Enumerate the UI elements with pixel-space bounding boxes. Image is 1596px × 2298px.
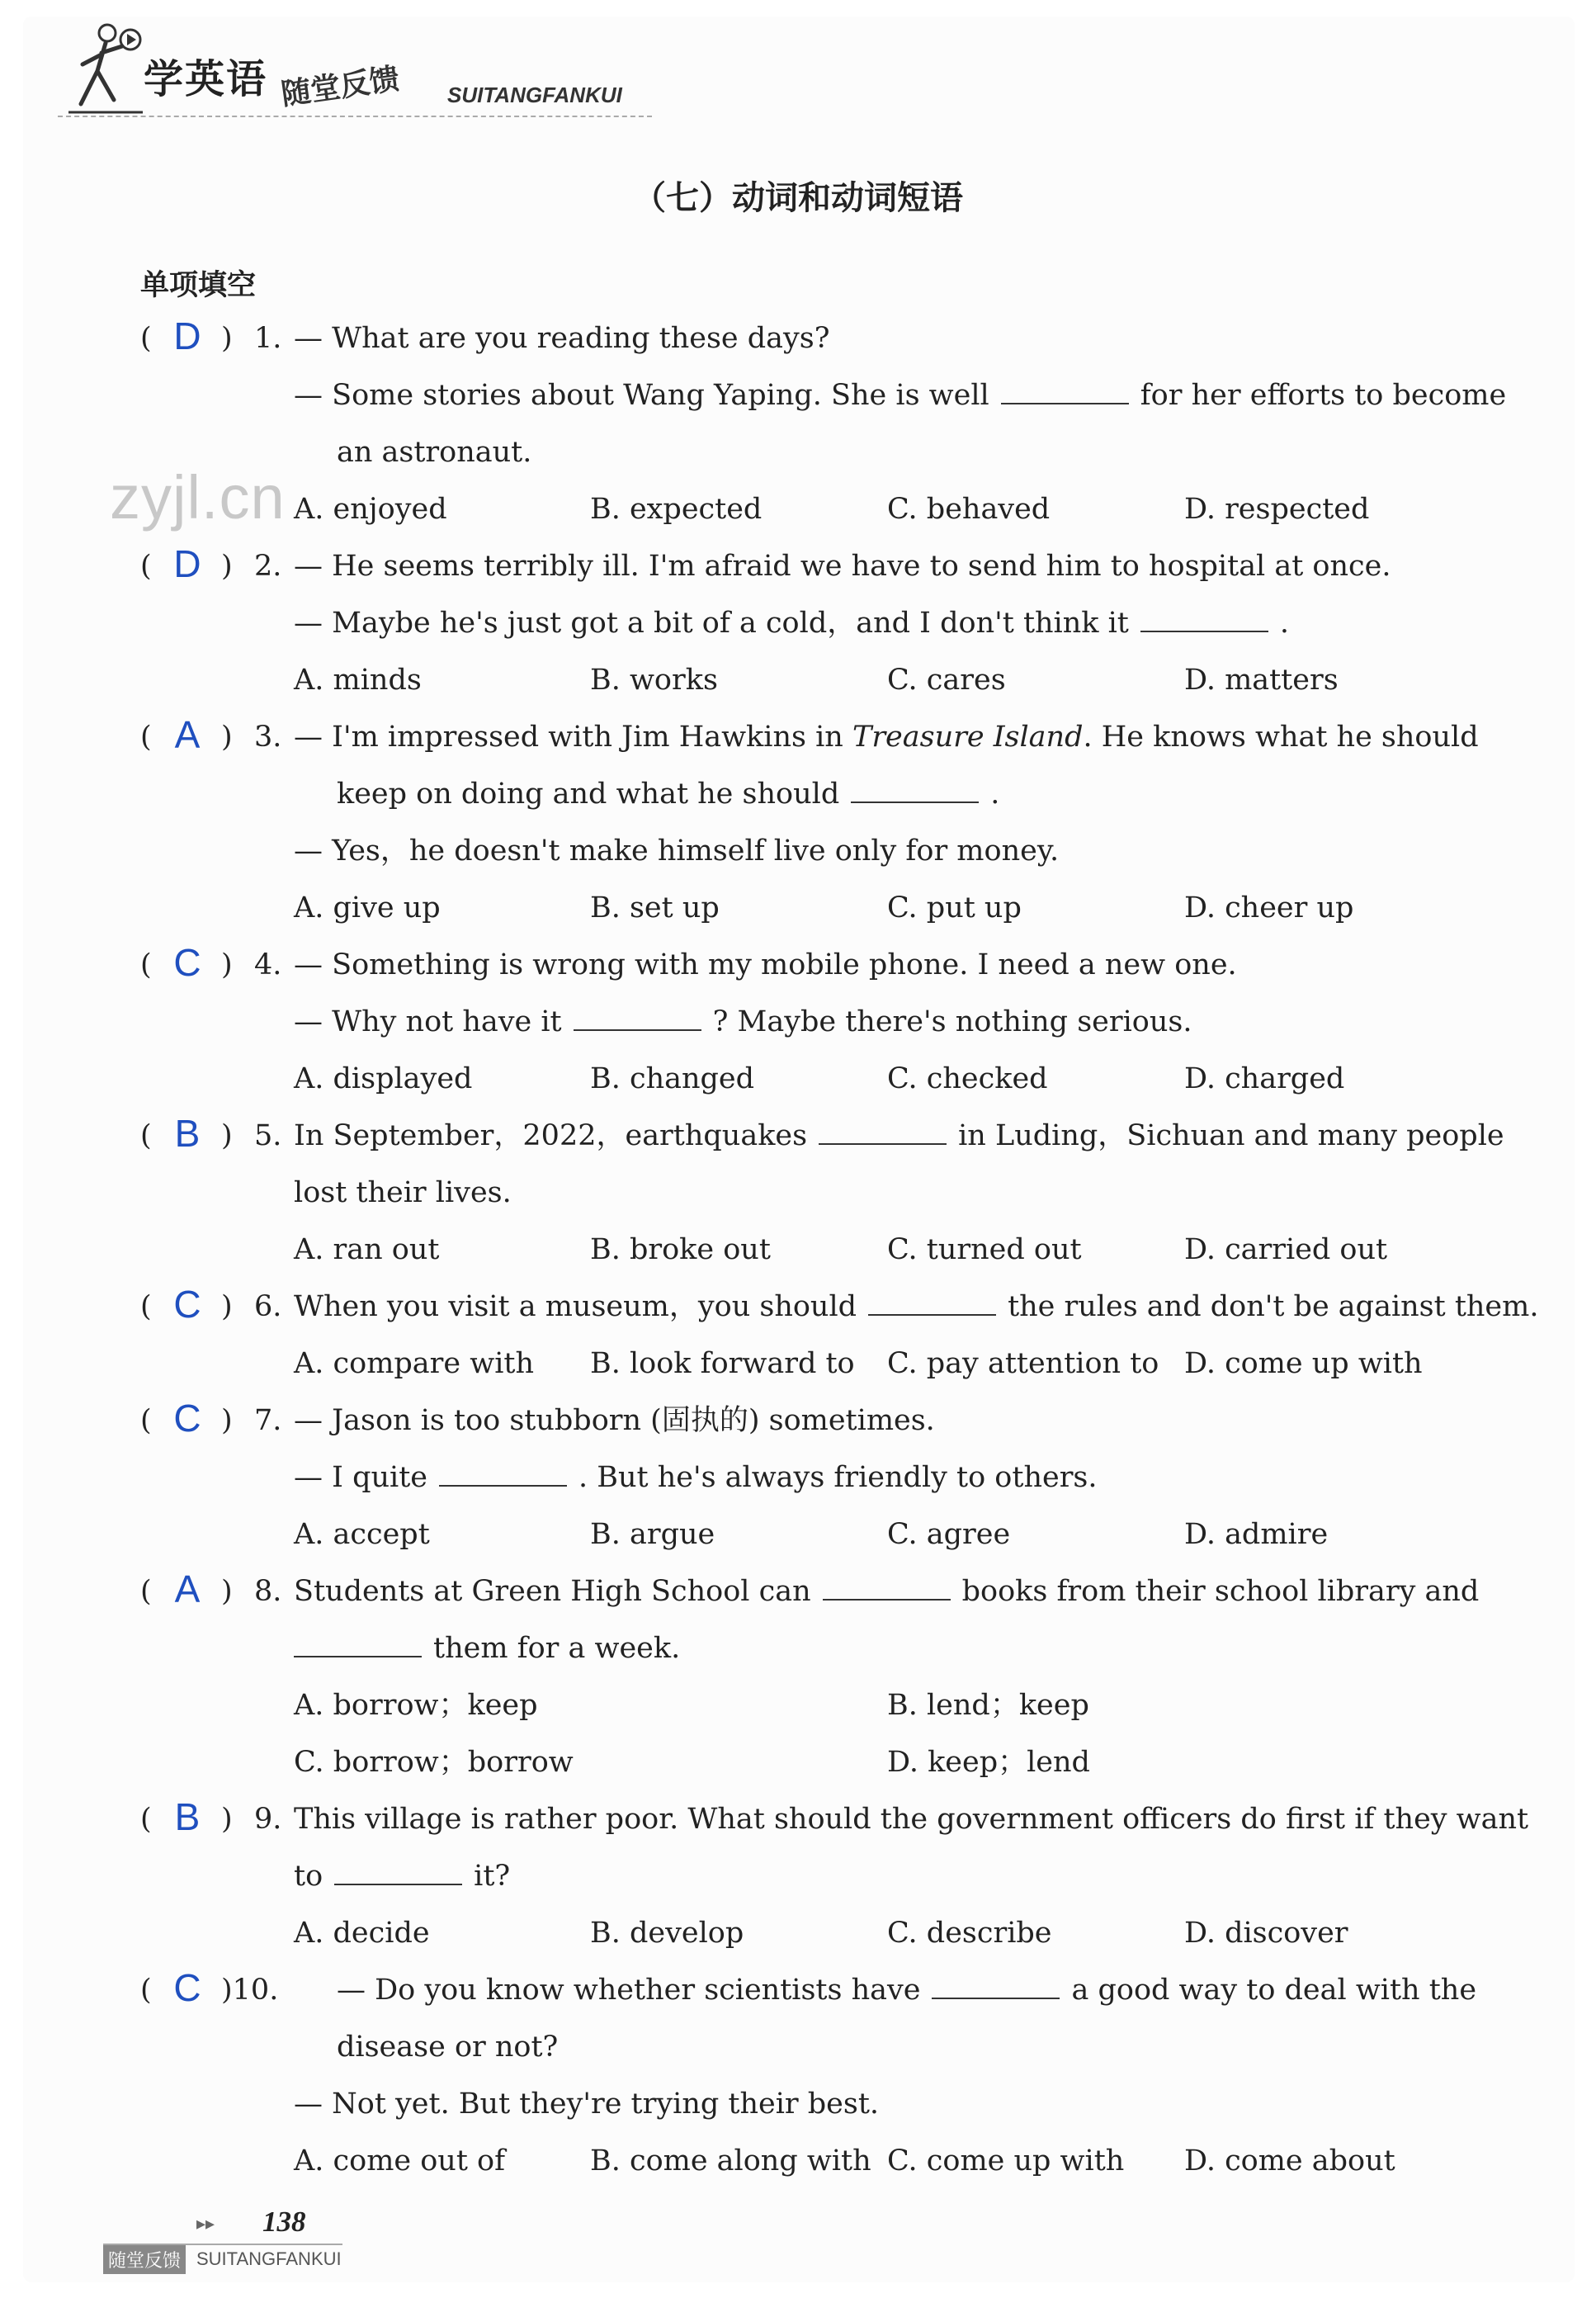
option-d: D. come about xyxy=(1184,2144,1395,2177)
question-text: to it? xyxy=(294,1860,511,1893)
option-a: A. accept xyxy=(294,1518,430,1551)
open-paren: ( xyxy=(140,1119,152,1152)
question-number: 4. xyxy=(254,948,282,981)
open-paren: ( xyxy=(140,1974,152,2007)
book-title: Treasure Island xyxy=(852,721,1084,754)
answer: B xyxy=(174,1112,201,1155)
brand-subtitle: 随堂反馈 xyxy=(279,62,402,112)
double-arrow-icon: ▸▸ xyxy=(196,2214,215,2234)
answer: A xyxy=(174,1567,201,1610)
option-c: C. cares xyxy=(887,664,1006,697)
question-number: 6. xyxy=(254,1290,282,1323)
close-paren: ) xyxy=(221,1803,233,1836)
answer-blank xyxy=(868,1289,996,1316)
answer: D xyxy=(173,314,201,357)
question-number: 1. xyxy=(254,322,282,355)
option-a: A. enjoyed xyxy=(294,493,447,526)
answer-blank xyxy=(1140,606,1268,632)
open-paren: ( xyxy=(140,948,152,981)
footer-latin: SUITANGFANKUI xyxy=(196,2248,342,2269)
question-text: Students at Green High School can books from their school library and xyxy=(294,1575,1480,1608)
open-paren: ( xyxy=(140,1575,152,1608)
question-number: )10. xyxy=(221,1974,279,2007)
close-paren: ) xyxy=(221,1404,233,1437)
answer: B xyxy=(174,1795,201,1838)
option-c: C. behaved xyxy=(887,493,1051,526)
answer-blank xyxy=(294,1631,422,1657)
answer: C xyxy=(173,1397,201,1440)
answer-blank xyxy=(823,1574,951,1601)
page-number: 138 xyxy=(262,2206,306,2238)
question-text: — Not yet. But they're trying their best. xyxy=(294,2088,880,2121)
question-text: — Why not have it ? Maybe there's nothing serious. xyxy=(294,1005,1192,1038)
question-number: 2. xyxy=(254,550,282,583)
option-d: D. matters xyxy=(1184,664,1339,697)
option-b: B. expected xyxy=(590,493,763,526)
question-text: them for a week. xyxy=(294,1629,680,1667)
option-d: D. respected xyxy=(1184,493,1370,526)
open-paren: ( xyxy=(140,1404,152,1437)
footer-label: 随堂反馈 xyxy=(103,2245,186,2274)
runner-logo-icon xyxy=(64,21,147,121)
brand-latin: SUITANGFANKUI xyxy=(447,83,622,107)
question-text: an astronaut. xyxy=(337,436,532,469)
open-paren: ( xyxy=(140,322,152,355)
watermark: zyjl.cn xyxy=(110,463,286,532)
option-b: B. develop xyxy=(590,1917,744,1950)
header xyxy=(58,18,652,130)
answer-blank xyxy=(439,1460,567,1487)
option-c: C. checked xyxy=(887,1062,1048,1095)
option-c: C. borrow；borrow xyxy=(294,1746,574,1779)
header-rule xyxy=(58,116,652,117)
answer-blank xyxy=(334,1859,462,1885)
question-text: — Maybe he's just got a bit of a cold，and I don't think it . xyxy=(294,607,1290,640)
question-text: — Something is wrong with my mobile phone. I need a new one. xyxy=(294,948,1237,981)
answer: C xyxy=(173,941,201,984)
option-a: A. come out of xyxy=(294,2144,506,2177)
option-c: C. put up xyxy=(887,891,1022,924)
option-a: A. decide xyxy=(294,1917,430,1950)
option-d: D. come up with xyxy=(1184,1347,1423,1380)
question-text: — Jason is too stubborn (固执的) sometimes. xyxy=(294,1404,935,1437)
question-text: — Yes，he doesn't make himself live only for money. xyxy=(294,835,1060,868)
option-b: B. set up xyxy=(590,891,720,924)
question-text: keep on doing and what he should . xyxy=(337,778,1000,811)
open-paren: ( xyxy=(140,1803,152,1836)
option-c: C. pay attention to xyxy=(887,1347,1159,1380)
close-paren: ) xyxy=(221,322,233,355)
option-a: A. ran out xyxy=(294,1233,440,1266)
open-paren: ( xyxy=(140,550,152,583)
answer: C xyxy=(173,1966,201,2009)
section-heading: 单项填空 xyxy=(140,269,257,302)
answer-blank xyxy=(851,777,979,803)
question-text: In September，2022，earthquakes in Luding，Sichuan and many people xyxy=(294,1119,1504,1152)
question-number: 5. xyxy=(254,1119,282,1152)
option-a: A. borrow；keep xyxy=(294,1689,538,1722)
option-d: D. cheer up xyxy=(1184,891,1354,924)
close-paren: ) xyxy=(221,948,233,981)
question-text: lost their lives. xyxy=(294,1176,512,1209)
answer-blank xyxy=(819,1118,947,1145)
answer-blank xyxy=(574,1005,701,1031)
answer-blank xyxy=(1001,378,1129,404)
close-paren: ) xyxy=(221,1290,233,1323)
option-b: B. come along with xyxy=(590,2144,871,2177)
question-text: — Some stories about Wang Yaping. She is well for her efforts to become xyxy=(294,379,1507,412)
option-d: D. carried out xyxy=(1184,1233,1388,1266)
close-paren: ) xyxy=(221,550,233,583)
open-paren: ( xyxy=(140,721,152,754)
close-paren: ) xyxy=(221,1575,233,1608)
answer: D xyxy=(173,542,201,585)
option-b: B. works xyxy=(590,664,718,697)
answer: A xyxy=(174,713,201,756)
close-paren: ) xyxy=(221,721,233,754)
question-text: — I quite . But he's always friendly to others. xyxy=(294,1461,1098,1494)
question-number: 9. xyxy=(254,1803,282,1836)
option-b: B. changed xyxy=(590,1062,755,1095)
close-paren: ) xyxy=(221,1119,233,1152)
option-a: A. displayed xyxy=(294,1062,473,1095)
option-a: A. give up xyxy=(294,891,441,924)
question-text: When you visit a museum，you should the rules and don't be against them. xyxy=(294,1290,1539,1323)
option-b: B. look forward to xyxy=(590,1347,855,1380)
option-d: D. keep；lend xyxy=(887,1746,1090,1779)
option-b: B. argue xyxy=(590,1518,715,1551)
option-c: C. come up with xyxy=(887,2144,1125,2177)
answer: C xyxy=(173,1283,201,1326)
option-c: C. agree xyxy=(887,1518,1011,1551)
question-text: — What are you reading these days? xyxy=(294,322,830,355)
option-b: B. broke out xyxy=(590,1233,771,1266)
option-b: B. lend；keep xyxy=(887,1689,1089,1722)
option-d: D. charged xyxy=(1184,1062,1345,1095)
question-text: disease or not? xyxy=(337,2031,559,2064)
question-text: — Do you know whether scientists have a good way to deal with the xyxy=(337,1974,1477,2007)
option-c: C. describe xyxy=(887,1917,1052,1950)
question-number: 7. xyxy=(254,1404,282,1437)
answer-blank xyxy=(932,1973,1060,1999)
open-paren: ( xyxy=(140,1290,152,1323)
question-number: 8. xyxy=(254,1575,282,1608)
option-d: D. admire xyxy=(1184,1518,1329,1551)
option-a: A. compare with xyxy=(294,1347,534,1380)
brand-title: 学英语 xyxy=(144,56,268,102)
question-text: This village is rather poor. What should the government officers do first if they want xyxy=(294,1803,1529,1836)
option-c: C. turned out xyxy=(887,1233,1082,1266)
question-text: — I'm impressed with Jim Hawkins in Treasure Island. He knows what he should xyxy=(294,721,1479,754)
question-number: 3. xyxy=(254,721,282,754)
section-title: （七）动词和动词短语 xyxy=(633,179,963,217)
question-text: — He seems terribly ill. I'm afraid we have to send him to hospital at once. xyxy=(294,550,1391,583)
option-a: A. minds xyxy=(294,664,422,697)
option-d: D. discover xyxy=(1184,1917,1348,1950)
